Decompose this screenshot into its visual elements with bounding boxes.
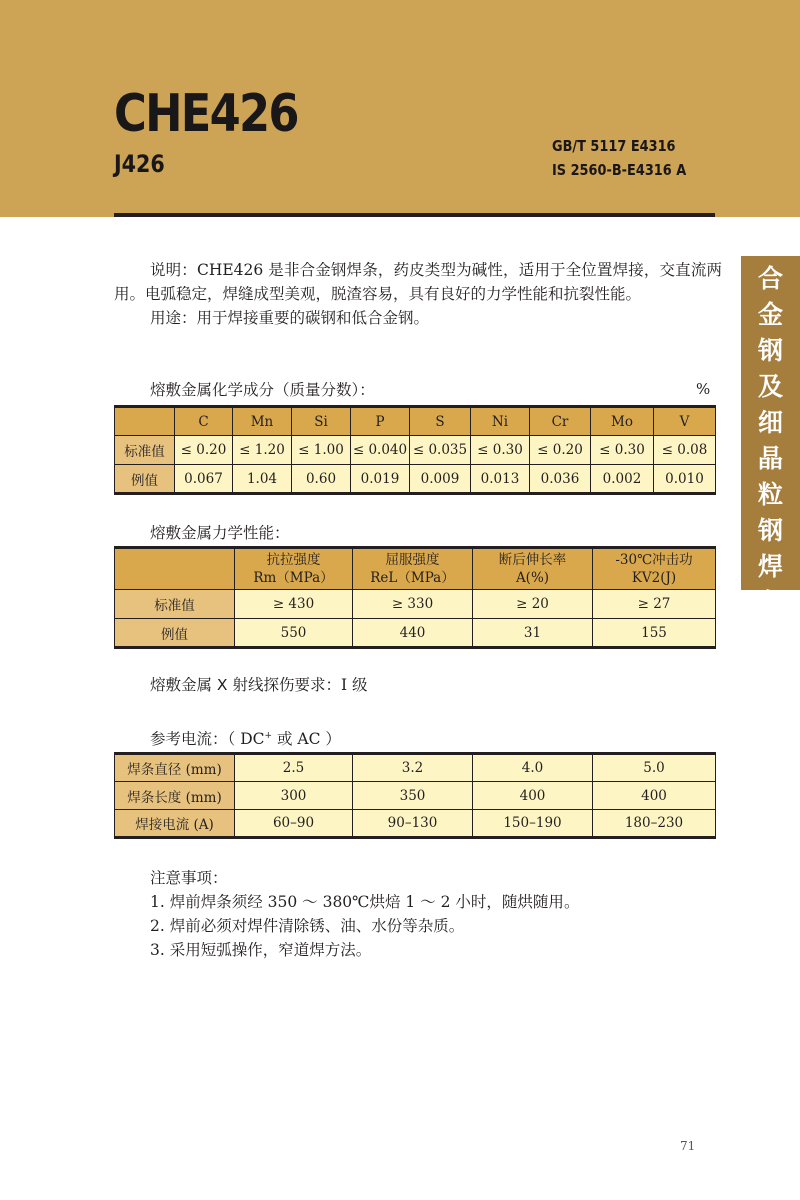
chem-col-header: C (175, 407, 233, 436)
table-cell: 0.036 (530, 465, 591, 494)
mech-col-header (235, 548, 353, 590)
table-cell: 4.0 (473, 754, 593, 782)
current-title (150, 725, 341, 750)
chem-unit: % (696, 380, 711, 398)
usage-text: 用于焊接重要的碳钢和低合金钢。 (196, 309, 430, 327)
row-label: 例值 (115, 619, 235, 648)
chem-col-header: Ni (471, 407, 530, 436)
table-cell: ≤ 0.30 (471, 436, 530, 465)
current-value-sup: + (264, 731, 273, 741)
mech-col-header-line2: A(%) (515, 570, 550, 586)
mech-col-header-line2: Rm（MPa） (253, 570, 334, 586)
table-cell: 300 (235, 782, 353, 810)
side-tab-char: 条 (757, 588, 783, 617)
chem-col-header: Si (292, 407, 351, 436)
table-cell: ≤ 0.08 (654, 436, 716, 465)
header-rule (114, 213, 715, 217)
side-tab-char: 金 (757, 300, 783, 329)
chem-col-header (115, 407, 175, 436)
mech-col-header-line2: KV2(J) (631, 570, 677, 586)
table-row (115, 590, 716, 619)
mech-col-header-line1: 断后伸长率 (498, 552, 567, 568)
table-cell: 5.0 (593, 754, 716, 782)
mech-col-header (353, 548, 473, 590)
mech-col-header-line1: 抗拉强度 (266, 552, 321, 568)
chem-header-row (115, 407, 716, 436)
mech-col-header-empty (115, 548, 235, 590)
xray-label: 熔敷金属 X 射线探伤要求： (150, 676, 341, 694)
product-model: CHE426 (114, 84, 298, 144)
xray-requirement (150, 674, 368, 696)
notes-title: 注意事项： (150, 869, 228, 887)
description-label: 说明： (150, 261, 197, 279)
side-tab-char: 合 (757, 264, 783, 293)
description-paragraph (114, 258, 722, 306)
side-tab-char: 焊 (757, 552, 783, 581)
table-cell: 0.067 (175, 465, 233, 494)
note-item: 3. 采用短弧操作，窄道焊方法。 (150, 941, 372, 959)
current-value-prefix: （ DC (227, 730, 265, 749)
side-tab-char: 细 (757, 408, 783, 437)
table-cell: ≥ 330 (353, 590, 473, 619)
table-cell: ≤ 0.20 (175, 436, 233, 465)
table-cell: ≤ 0.035 (410, 436, 471, 465)
side-tab-char: 粒 (757, 480, 783, 509)
chem-col-header: Mo (591, 407, 654, 436)
chem-col-header: S (410, 407, 471, 436)
table-cell: 1.04 (233, 465, 292, 494)
side-tab-char: 钢 (757, 336, 783, 365)
table-row (115, 810, 716, 838)
row-label: 标准值 (115, 436, 175, 465)
mech-title: 熔敷金属力学性能： (150, 524, 290, 542)
table-cell: 3.2 (353, 754, 473, 782)
side-tab-char: 晶 (757, 444, 783, 473)
chem-col-header: Cr (530, 407, 591, 436)
table-cell: ≤ 1.20 (233, 436, 292, 465)
table-cell: 2.5 (235, 754, 353, 782)
row-label: 例值 (115, 465, 175, 494)
current-label: 参考电流： (150, 730, 228, 749)
chem-table (114, 405, 716, 495)
current-value (228, 730, 341, 748)
side-tab-char: 钢 (757, 516, 783, 545)
row-label: 焊条长度 (mm) (115, 782, 235, 810)
table-cell: ≥ 430 (235, 590, 353, 619)
standards-block (552, 134, 686, 182)
table-cell: 400 (473, 782, 593, 810)
current-table (114, 752, 716, 839)
note-item: 2. 焊前必须对焊件清除锈、油、水份等杂质。 (150, 917, 465, 935)
side-tab-char: 及 (757, 372, 783, 401)
row-label: 标准值 (115, 590, 235, 619)
table-cell: ≤ 0.30 (591, 436, 654, 465)
mech-header-row (115, 548, 716, 590)
intro-section (114, 258, 722, 330)
note-item: 1. 焊前焊条须经 350 ～ 380℃烘焙 1 ～ 2 小时，随烘随用。 (150, 893, 580, 911)
table-cell: ≥ 20 (473, 590, 593, 619)
table-cell: 0.013 (471, 465, 530, 494)
usage-paragraph (114, 306, 722, 330)
table-row (115, 754, 716, 782)
description-text: CHE426 是非合金钢焊条，药皮类型为碱性，适用于全位置焊接，交直流两用。电弧稳定，焊缝成型美观，脱渣容易，具有良好的力学性能和抗裂性能。 (114, 261, 722, 303)
usage-label: 用途： (150, 309, 197, 327)
table-cell: ≤ 1.00 (292, 436, 351, 465)
table-row (115, 436, 716, 465)
table-cell: 0.019 (351, 465, 410, 494)
mech-table (114, 546, 716, 649)
current-value-suffix: 或 AC ） (272, 730, 341, 749)
category-side-tab (741, 228, 800, 617)
table-cell: ≤ 0.20 (530, 436, 591, 465)
table-cell: 550 (235, 619, 353, 648)
side-tab-char: 非 (757, 228, 783, 257)
table-cell: 31 (473, 619, 593, 648)
table-cell: 350 (353, 782, 473, 810)
row-label: 焊条直径 (mm) (115, 754, 235, 782)
table-cell: 0.010 (654, 465, 716, 494)
standard-is: IS 2560-B-E4316 A (552, 161, 687, 179)
table-cell: 0.009 (410, 465, 471, 494)
mech-col-header (473, 548, 593, 590)
table-cell: ≥ 27 (593, 590, 716, 619)
chem-col-header: V (654, 407, 716, 436)
table-row (115, 619, 716, 648)
chem-title: 熔敷金属化学成分（质量分数）： (150, 381, 375, 399)
table-cell: 60–90 (235, 810, 353, 838)
mech-col-header-line1: 屈服强度 (385, 552, 440, 568)
mech-col-header-line2: ReL（MPa） (370, 570, 455, 586)
table-cell: 400 (593, 782, 716, 810)
product-model-alt: J426 (114, 150, 165, 178)
table-cell: 440 (353, 619, 473, 648)
chem-col-header: Mn (233, 407, 292, 436)
table-cell: 0.002 (591, 465, 654, 494)
page-number: 71 (680, 1139, 696, 1153)
table-cell: 90–130 (353, 810, 473, 838)
table-cell: 150–190 (473, 810, 593, 838)
row-label: 焊接电流 (A) (115, 810, 235, 838)
mech-col-header (593, 548, 716, 590)
table-cell: 0.60 (292, 465, 351, 494)
table-cell: ≤ 0.040 (351, 436, 410, 465)
table-cell: 155 (593, 619, 716, 648)
standard-gb: GB/T 5117 E4316 (552, 137, 676, 155)
table-row (115, 782, 716, 810)
table-row (115, 465, 716, 494)
xray-value: I 级 (340, 676, 368, 694)
notes-section (150, 866, 579, 962)
chem-col-header: P (351, 407, 410, 436)
table-cell: 180–230 (593, 810, 716, 838)
mech-col-header-line1: -30℃冲击功 (615, 552, 693, 568)
